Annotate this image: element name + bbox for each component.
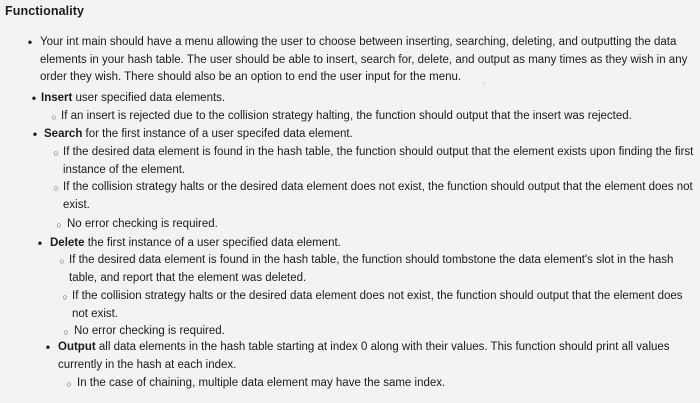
bullet-icon: • (27, 35, 33, 49)
insert-sub-0: If an insert is rejected due to the collision strategy halting, the function should output that the insert was rejected. (61, 110, 632, 122)
insert-label: Insert (41, 92, 73, 104)
search-text: for the first instance of a user specifed data element. (82, 128, 353, 140)
delete-item (50, 235, 690, 253)
bullet-icon: • (31, 91, 37, 105)
insert-text: user specified data elements. (72, 92, 226, 104)
sub-bullet-icon: ○ (53, 148, 59, 158)
menu-description: Your int main should have a menu allowing the user to choose between inserting, searching, deleting, and outputting the data elements in your hash table. The user should be able to insert, search for, delete, and output as many times as they wish in any order they wish. There should also be an option to end the user input for the menu. (40, 36, 688, 83)
search-item (44, 126, 684, 144)
sub-bullet-icon: ○ (51, 112, 57, 122)
delete-label: Delete (50, 237, 85, 249)
output-sub-0: In the case of chaining, multiple data element may have the same index. (77, 377, 446, 389)
sub-bullet-icon: ○ (66, 379, 72, 389)
sub-bullet-icon: ○ (63, 327, 69, 337)
search-sub-2: No error checking is required. (67, 218, 218, 230)
delete-sub-2: No error checking is required. (74, 325, 225, 337)
delete-sub-1: If the collision strategy halts or the desired data element does not exist, the function should output that the element does not exist. (72, 290, 683, 320)
sub-bullet-icon: ○ (53, 183, 59, 193)
bullet-icon: • (37, 236, 43, 250)
delete-sub-0: If the desired data element is found in the hash table, the function should tombstone the data element's slot in the hash table, and report that the element was deleted. (69, 254, 674, 284)
sub-bullet-icon: ○ (62, 292, 68, 302)
search-label: Search (44, 128, 83, 140)
output-item (58, 339, 696, 374)
search-sub-1: If the collision strategy halts or the desired data element does not exist, the function should output that the element does not exist. (63, 181, 693, 211)
delete-text: the first instance of a user specified data element. (84, 237, 341, 249)
output-label: Output (58, 341, 96, 353)
insert-item (41, 90, 681, 108)
bullet-icon: • (32, 127, 38, 141)
output-text: all data elements in the hash table starting at index 0 along with their values. This function should print all values currently in the hash at each index. (58, 341, 670, 371)
sub-bullet-icon: ○ (59, 256, 65, 266)
bullet-icon: • (45, 340, 51, 354)
section-heading: Functionality (5, 4, 85, 18)
search-sub-0: If the desired data element is found in the hash table, the function should output that the element exists upon finding the first instance of the element. (63, 146, 694, 176)
cursor-icon: ▫ (482, 78, 486, 88)
sub-bullet-icon: ○ (56, 220, 62, 230)
